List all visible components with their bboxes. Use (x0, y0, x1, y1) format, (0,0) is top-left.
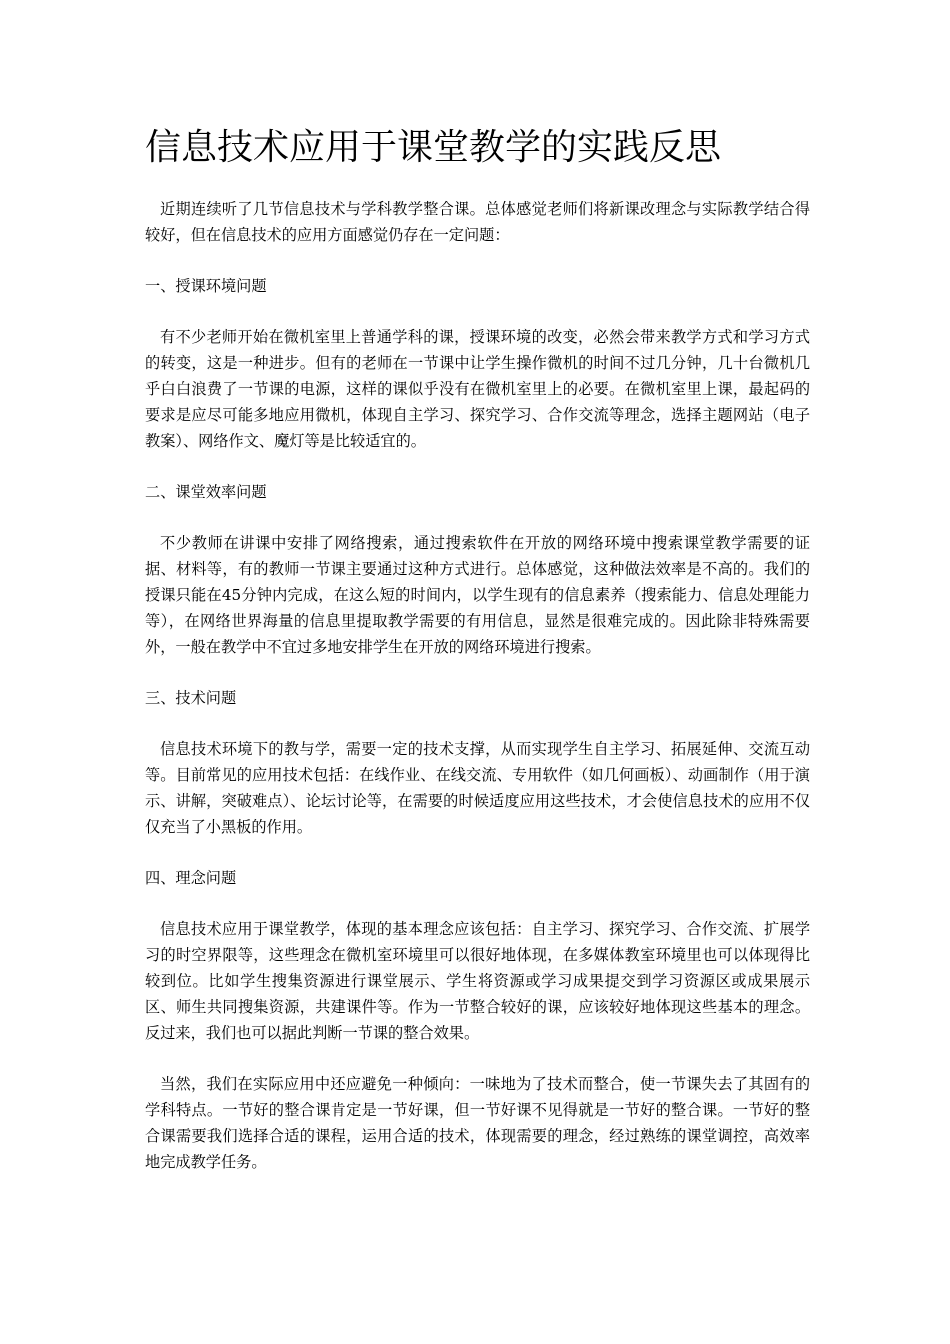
spacer (145, 711, 810, 736)
section-heading-3: 三、技术问题 (145, 689, 237, 707)
spacer (145, 660, 810, 685)
section-body-3: 信息技术环境下的教与学，需要一定的技术支撑，从而实现学生自主学习、拓展延伸、交流互动等。目前常见的应用技术包括：在线作业、在线交流、专用软件（如几何画板）、动画制作（用于演示、讲解，突破难点）、论坛讨论等，在需要的时候适度应用这些技术，才会使信息技术的应用不仅仅充当了小黑板的作用。 (145, 740, 810, 836)
intro-paragraph: 近期连续听了几节信息技术与学科教学整合课。总体感觉老师们将新课改理念与实际教学结合得较好，但在信息技术的应用方面感觉仍存在一定问题： (145, 200, 810, 244)
spacer (145, 505, 810, 530)
spacer (145, 454, 810, 479)
section-body-1: 有不少老师开始在微机室里上普通学科的课，授课环境的改变，必然会带来教学方式和学习方式的转变，这是一种进步。但有的老师在一节课中让学生操作微机的时间不过几分钟，几十台微机几乎白白浪费了一节课的电源，这样的课似乎没有在微机室里上的必要。在微机室里上课，最起码的要求是应尽可能多地应用微机，体现自主学习、探究学习、合作交流等理念，选择主题网站（电子教案）、网络作文、魔灯等是比较适宜的。 (145, 328, 810, 450)
section-heading-4: 四、理念问题 (145, 869, 237, 887)
spacer (145, 840, 810, 865)
conclusion-paragraph: 当然，我们在实际应用中还应避免一种倾向：一味地为了技术而整合，使一节课失去了其固有的学科特点。一节好的整合课肯定是一节好课，但一节好课不见得就是一节好的整合课。一节好的整合课需要我们选择合适的课程，运用合适的技术，体现需要的理念，经过熟练的课堂调控，高效率地完成教学任务。 (145, 1075, 810, 1171)
section-body-2: 不少教师在讲课中安排了网络搜索，通过搜索软件在开放的网络环境中搜索课堂教学需要的证据、材料等，有的教师一节课主要通过这种方式进行。总体感觉，这种做法效率是不高的。我们的授课只能在45分钟内完成，在这么短的时间内，以学生现有的信息素养（搜索能力、信息处理能力等），在网络世界海量的信息里提取教学需要的有用信息，显然是很难完成的。因此除非特殊需要外，一般在教学中不宜过多地安排学生在开放的网络环境进行搜索。 (145, 534, 810, 656)
section-heading-1: 一、授课环境问题 (145, 277, 267, 295)
spacer (145, 891, 810, 916)
section-body-4: 信息技术应用于课堂教学，体现的基本理念应该包括：自主学习、探究学习、合作交流、扩展学习的时空界限等，这些理念在微机室环境里可以很好地体现，在多媒体教室环境里也可以体现得比较到位。比如学生搜集资源进行课堂展示、学生将资源或学习成果提交到学习资源区或成果展示区、师生共同搜集资源，共建课件等。作为一节整合较好的课，应该较好地体现这些基本的理念。反过来，我们也可以据此判断一节课的整合效果。 (145, 920, 810, 1042)
spacer (145, 248, 810, 273)
section-heading-2: 二、课堂效率问题 (145, 483, 267, 501)
document-page (145, 118, 810, 1175)
document-title: 信息技术应用于课堂教学的实践反思 (145, 127, 722, 168)
spacer (145, 299, 810, 324)
spacer (145, 1046, 810, 1071)
